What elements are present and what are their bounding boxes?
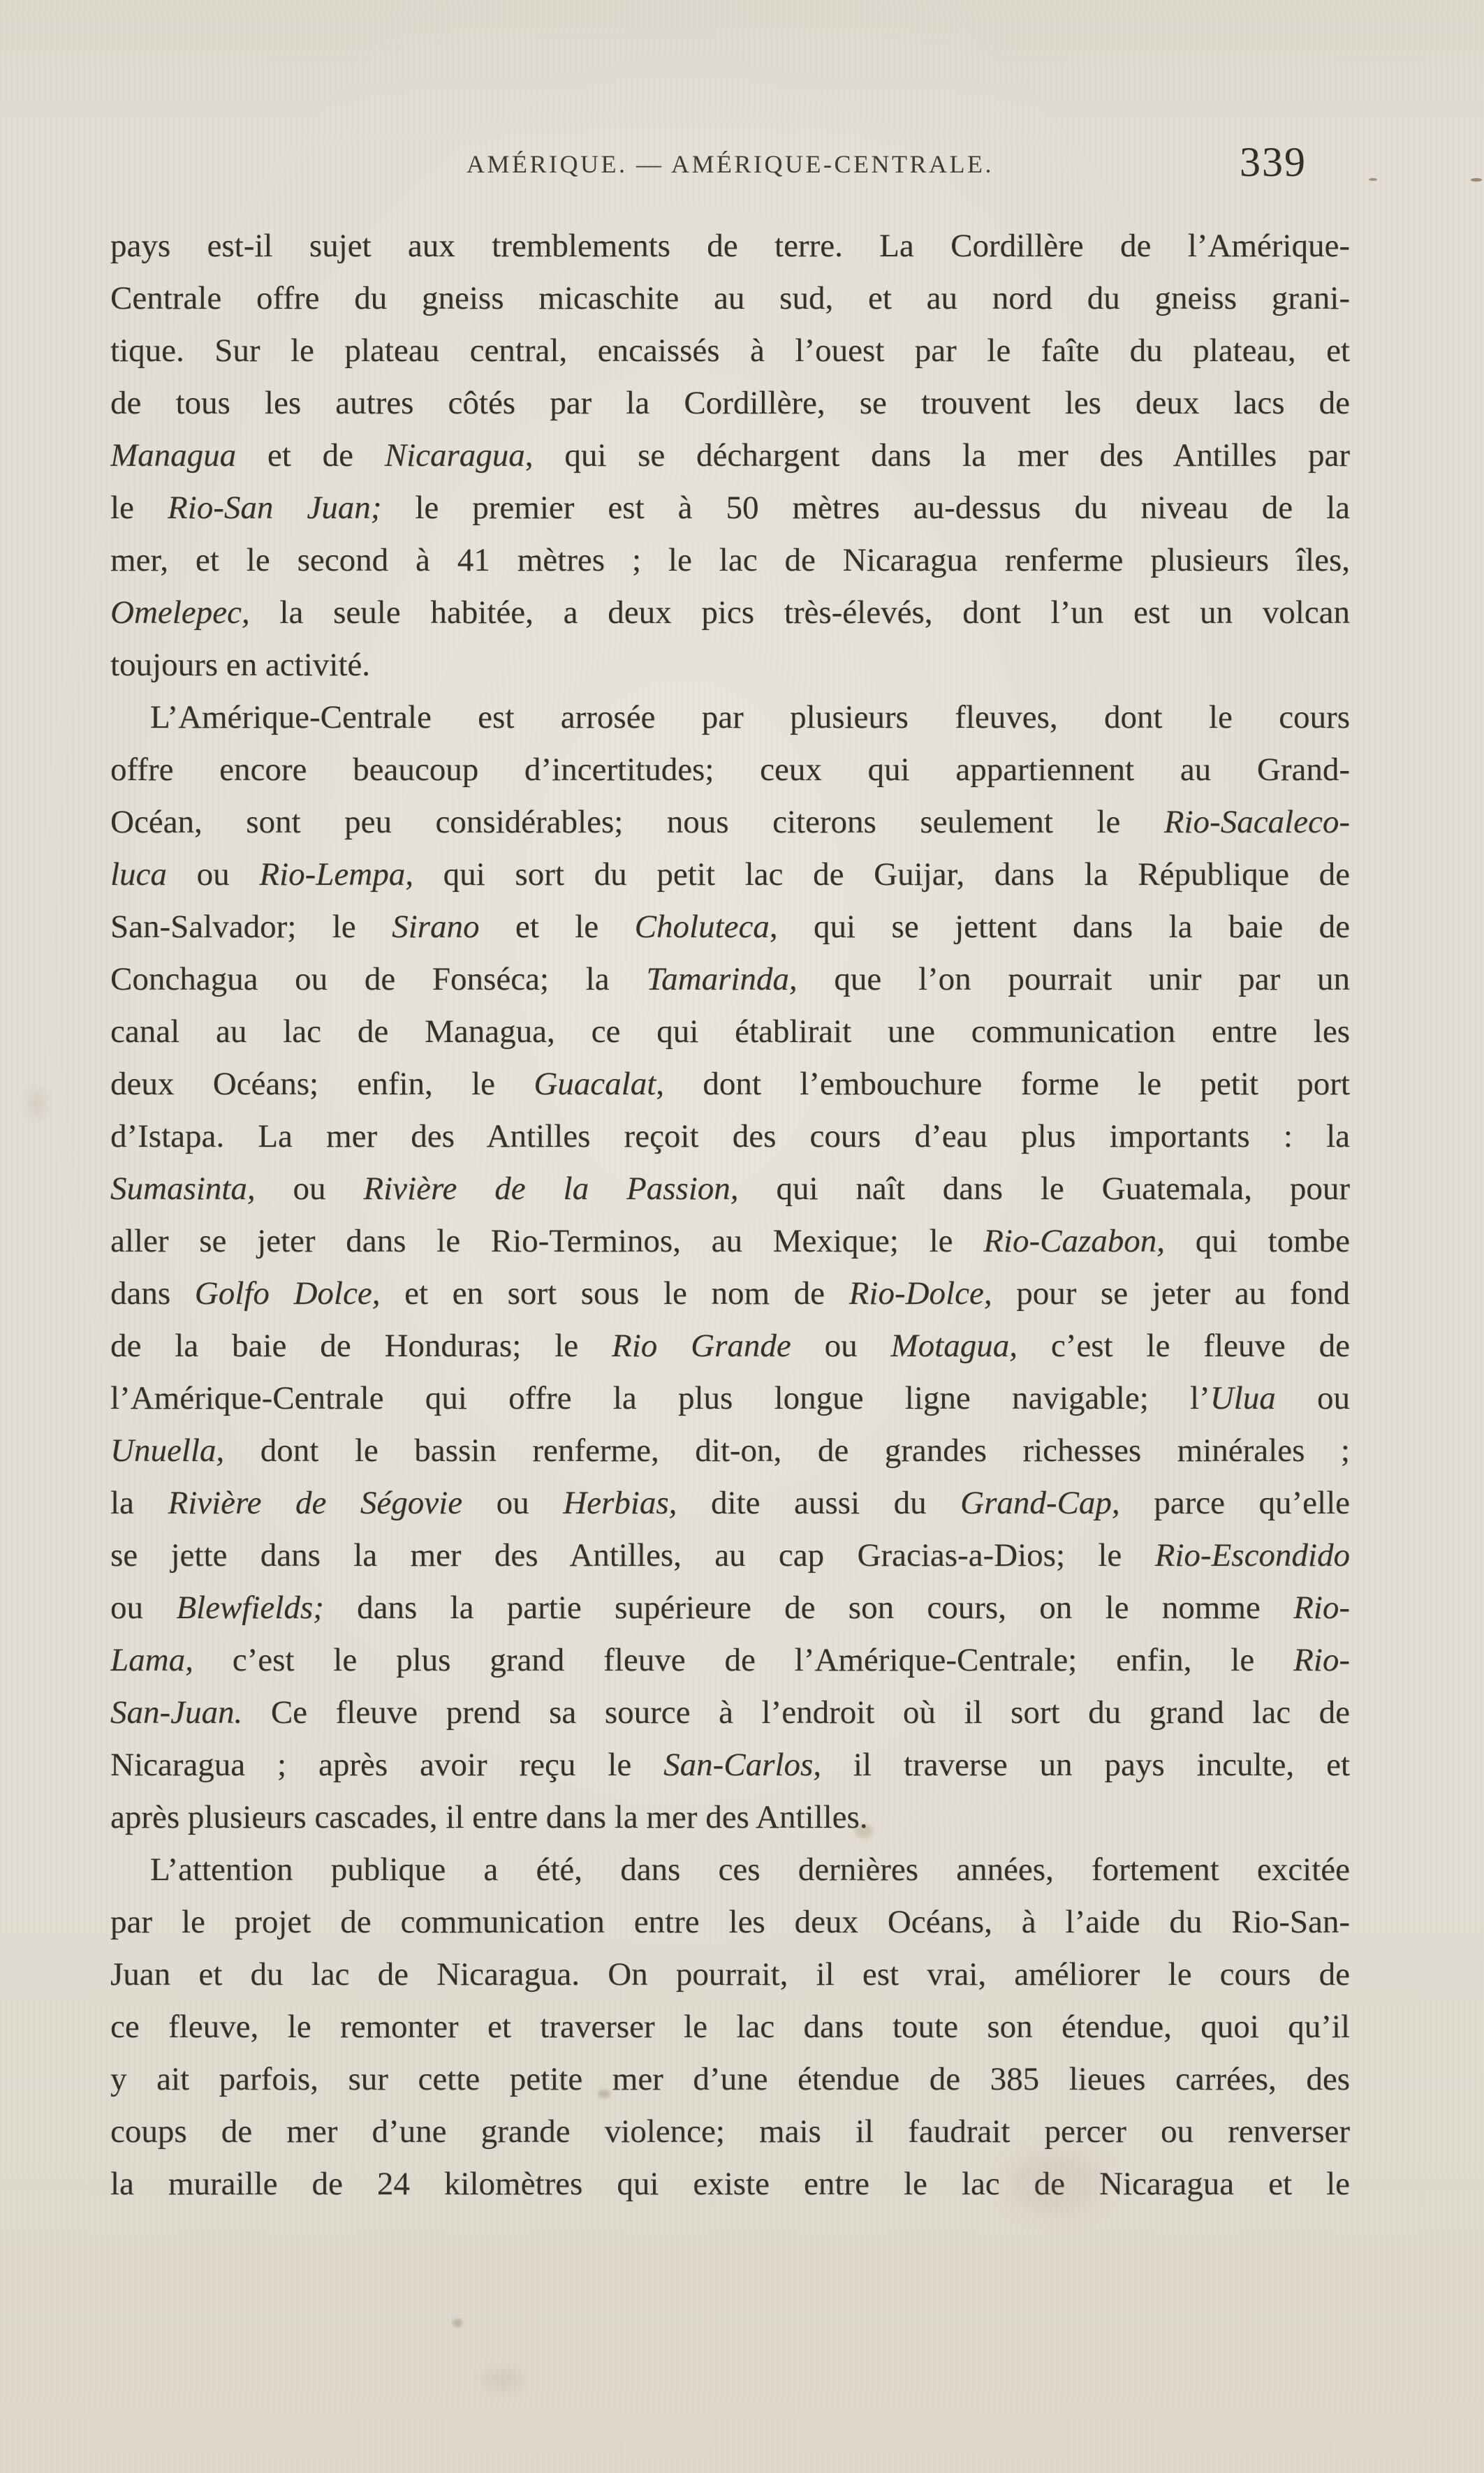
text-segment: qui tombe [1165, 1223, 1350, 1259]
text-segment: ou [1275, 1380, 1350, 1416]
text-line [110, 1949, 1350, 2001]
text-segment: , dont l’embouchure forme le petit port [656, 1066, 1350, 1102]
page-number: 339 [1240, 139, 1307, 185]
text-line [110, 2053, 1350, 2106]
text-line [110, 796, 1350, 849]
text-segment: la muraille de 24 kilomètres qui existe entre le lac de Nicaragua et le [110, 2166, 1350, 2202]
italic-text-segment: Rio- [1293, 1590, 1350, 1626]
text-line [110, 1844, 1350, 1896]
text-line [110, 1529, 1350, 1582]
italic-text-segment: Ulua [1210, 1380, 1276, 1416]
text-line [110, 1215, 1350, 1268]
text-segment: aller se jeter dans le Rio-Terminos, au Mexique; le [110, 1223, 984, 1259]
text-line [110, 1739, 1350, 1791]
text-segment: l’Amérique-Centrale qui offre la plus longue ligne navigable; l’ [110, 1380, 1210, 1416]
italic-text-segment: Nicaragua [384, 437, 525, 474]
paper-stain [453, 2319, 462, 2327]
text-segment: mer, et le second à 41 mètres ; le lac de Nicaragua renferme plusieurs îles, [110, 542, 1350, 578]
text-segment: dans la partie supérieure de son cours, on le nomme [323, 1590, 1294, 1626]
text-line [110, 430, 1350, 482]
text-line [110, 482, 1350, 534]
text-line [110, 744, 1350, 796]
paper-stain [482, 2368, 524, 2391]
text-segment: Conchagua ou de Fonséca; la [110, 961, 647, 997]
text-segment: offre encore beaucoup d’incertitudes; ceux qui appartiennent au Grand- [110, 751, 1350, 788]
text-segment: toujours en activité. [110, 647, 370, 683]
text-segment: il traverse un pays inculte, et [821, 1747, 1350, 1783]
text-segment: le [110, 490, 168, 526]
text-line [110, 2106, 1350, 2158]
italic-text-segment: Rivière de la Passion, [363, 1171, 739, 1207]
italic-text-segment: San-Juan. [110, 1694, 243, 1731]
italic-text-segment: Rio-Sacaleco- [1163, 804, 1350, 840]
text-segment: qui sort du petit lac de Guijar, dans la République de [413, 856, 1350, 893]
text-segment: la [110, 1485, 168, 1521]
text-segment: pays est-il sujet aux tremblements de terre. La Cordillère de l’Amérique- [110, 228, 1350, 264]
text-segment: Ce fleuve prend sa source à l’endroit où il sort du grand lac de [242, 1694, 1350, 1731]
text-segment: deux Océans; enfin, le [110, 1066, 534, 1102]
text-segment: par le projet de communication entre les deux Océans, à l’aide du Rio-San- [110, 1904, 1350, 1940]
text-line [110, 1634, 1350, 1687]
text-segment: L’Amérique-Centrale est arrosée par plusieurs fleuves, dont le cours [150, 699, 1350, 735]
text-segment: ou [791, 1328, 891, 1364]
text-segment: que l’on pourrait unir par un [797, 961, 1350, 997]
paper-stain [28, 1089, 46, 1117]
italic-text-segment: Blewfields; [176, 1590, 324, 1626]
text-line [110, 1372, 1350, 1425]
text-segment: L’attention publique a été, dans ces dernières années, fortement excitée [150, 1851, 1350, 1888]
text-segment: Nicaragua ; après avoir reçu le [110, 1747, 664, 1783]
italic-text-segment: Unuella, [110, 1432, 225, 1469]
body-text [110, 220, 1350, 2210]
text-line [110, 1110, 1350, 1163]
text-segment: de la baie de Honduras; le [110, 1328, 612, 1364]
text-line [110, 1687, 1350, 1739]
text-segment: ou [166, 856, 260, 893]
text-segment: c’est le plus grand fleuve de l’Amérique-Centrale; enfin, le [193, 1642, 1294, 1678]
text-segment: ou [462, 1485, 564, 1521]
italic-text-segment: Sumasinta, [110, 1171, 256, 1207]
text-segment: c’est le fleuve de [1018, 1328, 1350, 1364]
text-segment: Centrale offre du gneiss micaschite au sud, et au nord du gneiss grani- [110, 280, 1350, 316]
italic-text-segment: Herbias, [563, 1485, 677, 1521]
text-line [110, 691, 1350, 744]
text-segment: Océan, sont peu considérables; nous citerons seulement le [110, 804, 1164, 840]
italic-text-segment: Omelepec, [110, 594, 250, 631]
text-segment: le premier est à 50 mètres au-dessus du niveau de la [381, 490, 1350, 526]
italic-text-segment: Rivière de Ségovie [168, 1485, 463, 1521]
text-segment: dite aussi du [677, 1485, 961, 1521]
text-segment: tique. Sur le plateau central, encaissés à l’ouest par le faîte du plateau, et [110, 332, 1350, 369]
text-line [110, 1791, 1350, 1844]
text-segment: et de [236, 437, 385, 474]
text-segment: ou [255, 1171, 364, 1207]
text-segment: ou [110, 1590, 177, 1626]
text-segment: canal au lac de Managua, ce qui établirait une communication entre les [110, 1013, 1350, 1050]
italic-text-segment: Guacalat [534, 1066, 656, 1102]
italic-text-segment: Managua [110, 437, 237, 474]
italic-text-segment: Rio Grande [611, 1328, 791, 1364]
text-line [110, 1477, 1350, 1529]
text-line [110, 2001, 1350, 2053]
italic-text-segment: Grand-Cap, [960, 1485, 1120, 1521]
text-line [110, 1582, 1350, 1634]
text-line [110, 272, 1350, 325]
text-segment: coups de mer d’une grande violence; mais il faudrait percer ou renverser [110, 2113, 1350, 2150]
italic-text-segment: Rio- [1293, 1642, 1350, 1678]
text-segment: et en sort sous le nom de [380, 1275, 849, 1312]
italic-text-segment: Sirano [392, 909, 480, 945]
text-segment: la seule habitée, a deux pics très-élevés, dont l’un est un volcan [249, 594, 1350, 631]
text-line [110, 953, 1350, 1006]
italic-text-segment: Rio-San Juan; [167, 490, 382, 526]
running-header [110, 139, 1350, 185]
italic-text-segment: Tamarinda, [646, 961, 798, 997]
italic-text-segment: Rio-Cazabon, [983, 1223, 1166, 1259]
text-line [110, 849, 1350, 901]
italic-text-segment: Lama, [110, 1642, 193, 1678]
italic-text-segment: Rio-Escondido [1154, 1537, 1350, 1573]
italic-text-segment: Golfo Dolce, [194, 1275, 381, 1312]
italic-text-segment: Choluteca [634, 909, 770, 945]
text-line [110, 1058, 1350, 1110]
text-segment: San-Salvador; le [110, 909, 392, 945]
text-segment: de tous les autres côtés par la Cordillère, se trouvent les deux lacs de [110, 385, 1350, 421]
text-segment: dont le bassin renferme, dit-on, de grandes richesses minérales ; [224, 1432, 1350, 1469]
text-segment: ce fleuve, le remonter et traverser le lac dans toute son étendue, quoi qu’il [110, 2009, 1350, 2045]
paper-speck [1471, 178, 1482, 182]
text-line [110, 1425, 1350, 1477]
text-segment: se jette dans la mer des Antilles, au cap Gracias-a-Dios; le [110, 1537, 1155, 1573]
text-line [110, 220, 1350, 272]
italic-text-segment: Motagua, [890, 1328, 1018, 1364]
text-segment: qui naît dans le Guatemala, pour [738, 1171, 1350, 1207]
text-line [110, 1268, 1350, 1320]
text-segment: y ait parfois, sur cette petite mer d’une étendue de 385 lieues carrées, des [110, 2061, 1350, 2097]
text-line [110, 534, 1350, 587]
italic-text-segment: luca [110, 856, 167, 893]
text-line [110, 1320, 1350, 1372]
text-segment: après plusieurs cascades, il entre dans la mer des Antilles. [110, 1799, 868, 1835]
italic-text-segment: Rio-Dolce, [848, 1275, 992, 1312]
text-segment: d’Istapa. La mer des Antilles reçoit des cours d’eau plus importants : la [110, 1118, 1350, 1154]
text-segment: , qui se jettent dans la baie de [769, 909, 1350, 945]
text-line [110, 325, 1350, 377]
italic-text-segment: Rio-Lempa, [259, 856, 413, 893]
text-segment: Juan et du lac de Nicaragua. On pourrait, il est vrai, améliorer le cours de [110, 1956, 1350, 1993]
text-line [110, 587, 1350, 639]
text-line [110, 1006, 1350, 1058]
paper-speck [1369, 178, 1377, 181]
italic-text-segment: San-Carlos, [663, 1747, 821, 1783]
running-header-title: AMÉRIQUE. — AMÉRIQUE-CENTRALE. [466, 150, 994, 178]
text-segment: et le [479, 909, 635, 945]
text-line [110, 1163, 1350, 1215]
text-line [110, 377, 1350, 430]
text-line [110, 2158, 1350, 2210]
text-segment: parce qu’elle [1119, 1485, 1350, 1521]
text-line [110, 1896, 1350, 1949]
text-segment: dans [110, 1275, 195, 1312]
text-line [110, 901, 1350, 953]
text-segment: , qui se déchargent dans la mer des Antilles par [524, 437, 1350, 474]
text-segment: pour se jeter au fond [992, 1275, 1350, 1312]
text-line [110, 639, 1350, 691]
